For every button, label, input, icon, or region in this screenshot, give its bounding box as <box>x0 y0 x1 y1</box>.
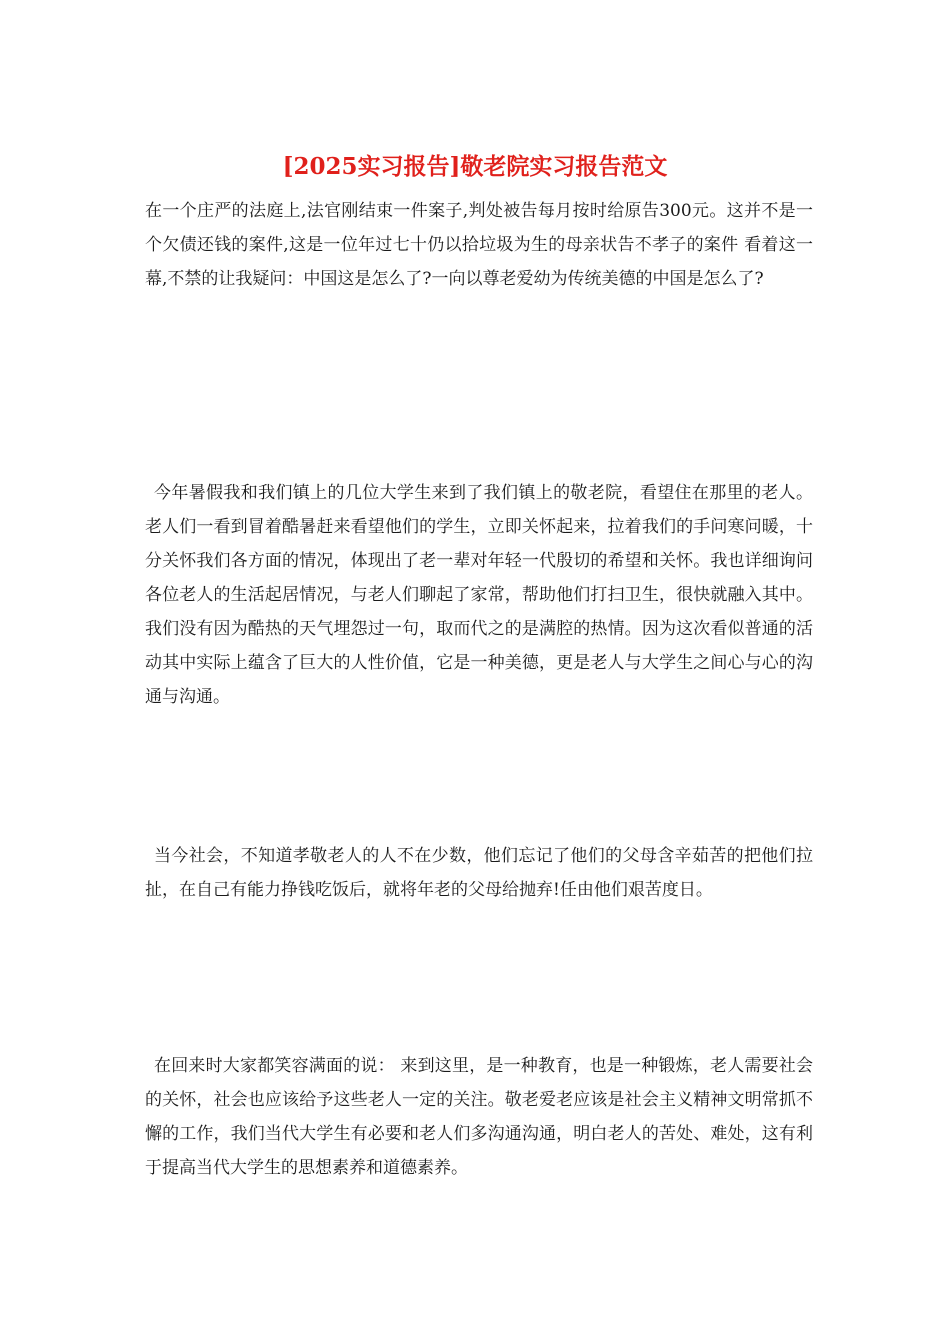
paragraph-1: 在一个庄严的法庭上,法官刚结束一件案子,判处被告每月按时给原告300元。这并不是一个欠债还钱的案件,这是一位年过七十仍以拾垃圾为生的母亲状告不孝子的案件 看着这一幕,不禁的让我疑问：中国这是怎么了?一向以尊老爱幼为传统美德的中国是怎么了? <box>145 201 813 289</box>
paragraph-3: 当今社会，不知道孝敬老人的人不在少数，他们忘记了他们的父母含辛茹苦的把他们拉扯，在自己有能力挣钱吃饭后，就将年老的父母给抛弃!任由他们艰苦度日。 <box>145 846 813 900</box>
paragraph-4: 在回来时大家都笑容满面的说： 来到这里，是一种教育，也是一种锻炼，老人需要社会的关怀，社会也应该给予这些老人一定的关注。敬老爱老应该是社会主义精神文明常抓不懈的工作，我们当代大学生有必要和老人们多沟通沟通，明白老人的苦处、难处，这有利于提高当代大学生的思想素养和道德素养。 <box>145 1056 813 1178</box>
document-title: [2025实习报告]敬老院实习报告范文 <box>282 153 668 180</box>
paragraph-2: 今年暑假我和我们镇上的几位大学生来到了我们镇上的敬老院，看望住在那里的老人。老人们一看到冒着酷暑赶来看望他们的学生，立即关怀起来，拉着我们的手问寒问暖，十分关怀我们各方面的情况，体现出了老一辈对年轻一代殷切的希望和关怀。我也详细询问各位老人的生活起居情况，与老人们聊起了家常，帮助他们打扫卫生，很快就融入其中。我们没有因为酷热的天气埋怨过一句，取而代之的是满腔的热情。因为这次看似普通的活动其中实际上蕴含了巨大的人性价值，它是一种美德，更是老人与大学生之间心与心的沟通与沟通。 <box>145 483 813 707</box>
